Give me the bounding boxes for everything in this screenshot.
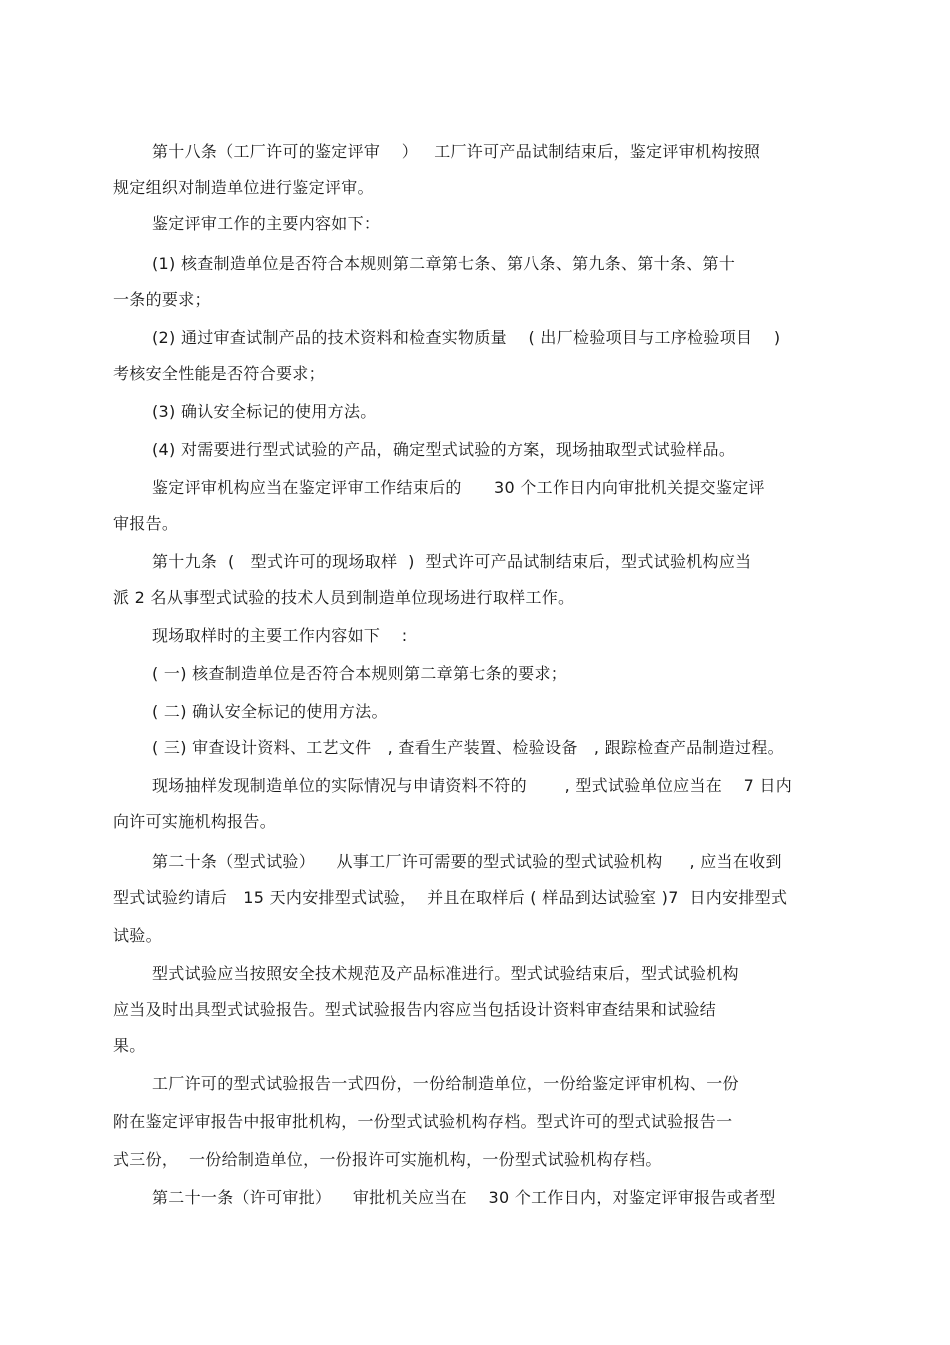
paragraph-line: ( 一) 核查制造单位是否符合本规则第二章第七条的要求；: [152, 664, 568, 683]
paragraph-line: 鉴定评审工作的主要内容如下：: [152, 214, 381, 233]
paragraph-line: ( 三) 审查设计资料、工艺文件 , 查看生产装置、检验设备 , 跟踪检查产品制造过程。: [152, 738, 784, 757]
paragraph-line: 第十八条（工厂许可的鉴定评审 ） 工厂许可产品试制结束后，鉴定评审机构按照: [152, 142, 761, 161]
paragraph-line: 第十九条 ( 型式许可的现场取样 ) 型式许可产品试制结束后，型式试验机构应当: [152, 552, 752, 571]
paragraph-line: 考核安全性能是否符合要求；: [113, 364, 325, 383]
paragraph-line: 附在鉴定评审报告中报审批机构，一份型式试验机构存档。型式许可的型式试验报告一: [113, 1112, 733, 1131]
paragraph-line: 果。: [113, 1036, 146, 1055]
paragraph-line: 向许可实施机构报告。: [113, 812, 277, 831]
paragraph-line: ( 二) 确认安全标记的使用方法。: [152, 702, 388, 721]
paragraph-line: 式三份， 一份给制造单位，一份报许可实施机构，一份型式试验机构存档。: [113, 1150, 662, 1169]
paragraph-line: 第二十一条（许可审批） 审批机关应当在 30 个工作日内，对鉴定评审报告或者型: [152, 1188, 776, 1207]
paragraph-line: 试验。: [113, 926, 162, 945]
paragraph-line: 派 2 名从事型式试验的技术人员到制造单位现场进行取样工作。: [113, 588, 575, 607]
paragraph-line: (1) 核查制造单位是否符合本规则第二章第七条、第八条、第九条、第十条、第十: [152, 254, 736, 273]
paragraph-line: 一条的要求；: [113, 290, 211, 309]
paragraph-line: 规定组织对制造单位进行鉴定评审。: [113, 178, 374, 197]
paragraph-line: 现场取样时的主要工作内容如下 :: [152, 626, 408, 645]
paragraph-line: (3) 确认安全标记的使用方法。: [152, 402, 377, 421]
paragraph-line: (2) 通过审查试制产品的技术资料和检查实物质量 ( 出厂检验项目与工序检验项目 ): [152, 328, 781, 347]
paragraph-line: 工厂许可的型式试验报告一式四份，一份给制造单位，一份给鉴定评审机构、一份: [152, 1074, 739, 1093]
paragraph-line: 应当及时出具型式试验报告。型式试验报告内容应当包括设计资料审查结果和试验结: [113, 1000, 717, 1019]
paragraph-line: 型式试验应当按照安全技术规范及产品标准进行。型式试验结束后，型式试验机构: [152, 964, 739, 983]
paragraph-line: 现场抽样发现制造单位的实际情况与申请资料不符的 , 型式试验单位应当在 7 日内: [152, 776, 793, 795]
paragraph-line: 第二十条（型式试验） 从事工厂许可需要的型式试验的型式试验机构 , 应当在收到: [152, 852, 782, 871]
paragraph-line: (4) 对需要进行型式试验的产品，确定型式试验的方案，现场抽取型式试验样品。: [152, 440, 736, 459]
paragraph-line: 鉴定评审机构应当在鉴定评审工作结束后的 30 个工作日内向审批机关提交鉴定评: [152, 478, 765, 497]
paragraph-line: 型式试验约请后 15 天内安排型式试验， 并且在取样后 ( 样品到达试验室 )7 日内安排型式: [113, 888, 788, 907]
paragraph-line: 审报告。: [113, 514, 179, 533]
